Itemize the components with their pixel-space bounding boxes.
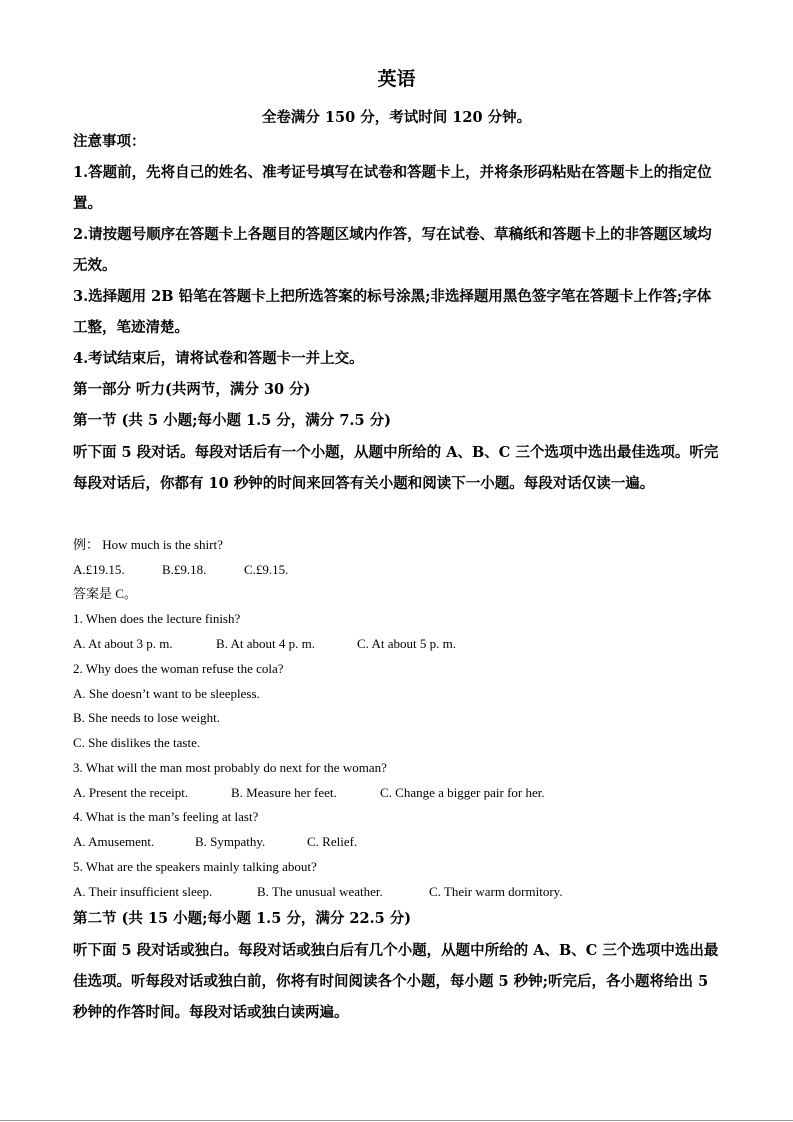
notice-item: 1.答题前，先将自己的姓名、准考证号填写在试卷和答题卡上，并将条形码粘贴在答题卡上的指定位置。 xyxy=(73,164,712,212)
option: C. Relief. xyxy=(307,834,358,849)
option: C. Their warm dormitory. xyxy=(429,884,563,899)
notice-item: 2.请按题号顺序在答题卡上各题目的答题区域内作答，写在试卷、草稿纸和答题卡上的非答题区域均无效。 xyxy=(73,226,712,274)
question-stem: 5. What are the speakers mainly talking about? xyxy=(73,859,317,874)
example-answer: 答案是 C。 xyxy=(73,586,137,601)
option: A. Their insufficient sleep. xyxy=(73,884,213,899)
option: B.£9.18. xyxy=(162,562,207,577)
option: B. Sympathy. xyxy=(195,834,266,849)
option: A.£19.15. xyxy=(73,562,125,577)
option: B. The unusual weather. xyxy=(257,884,383,899)
example-question: 例： How much is the shirt? xyxy=(73,537,223,552)
section1-instructions: 听下面 5 段对话。每段对话后有一个小题，从题中所给的 A、B、C 三个选项中选出最佳选项。听完每段对话后，你都有 10 秒钟的时间来回答有关小题和阅读下一小题。每段对话仅读一遍。 xyxy=(73,444,719,492)
option: A. Present the receipt. xyxy=(73,785,189,800)
question-stem: 2. Why does the woman refuse the cola? xyxy=(73,661,284,676)
question-stem: 3. What will the man most probably do next for the woman? xyxy=(73,760,387,775)
question-stem: 1. When does the lecture finish? xyxy=(73,611,241,626)
page-title: 英语 xyxy=(377,68,416,90)
section2-heading: 第二节 (共 15 小题;每小题 1.5 分，满分 22.5 分) xyxy=(73,910,412,927)
option: A. Amusement. xyxy=(73,834,155,849)
notice-heading: 注意事项： xyxy=(73,133,146,150)
question-stem: 4. What is the man’s feeling at last? xyxy=(73,809,259,824)
option: A. At about 3 p. m. xyxy=(73,636,173,651)
section1-heading: 第一节 (共 5 小题;每小题 1.5 分，满分 7.5 分) xyxy=(73,412,391,429)
option: B. She needs to lose weight. xyxy=(73,710,220,725)
option: C. At about 5 p. m. xyxy=(357,636,456,651)
option: C. Change a bigger pair for her. xyxy=(380,785,545,800)
option: C.£9.15. xyxy=(244,562,289,577)
option: A. She doesn’t want to be sleepless. xyxy=(73,686,260,701)
option: B. Measure her feet. xyxy=(231,785,337,800)
section2-instructions: 听下面 5 段对话或独白。每段对话或独白后有几个小题，从题中所给的 A、B、C 三个选项中选出最佳选项。听每段对话或独白前，你将有时间阅读各个小题，每小题 5 秒钟;听完后，各小题将给出 5 秒钟的作答时间。每段对话或独白读两遍。 xyxy=(73,942,719,1021)
page-bottom-rule xyxy=(0,1120,793,1121)
part1-heading: 第一部分 听力(共两节，满分 30 分) xyxy=(73,381,311,398)
option: C. She dislikes the taste. xyxy=(73,735,201,750)
notice-item: 3.选择题用 2B 铅笔在答题卡上把所选答案的标号涂黑;非选择题用黑色签字笔在答题卡上作答;字体工整，笔迹清楚。 xyxy=(73,288,712,336)
option: B. At about 4 p. m. xyxy=(216,636,315,651)
exam-subtitle: 全卷满分 150 分，考试时间 120 分钟。 xyxy=(261,109,532,126)
notice-item: 4.考试结束后，请将试卷和答题卡一并上交。 xyxy=(73,350,364,367)
